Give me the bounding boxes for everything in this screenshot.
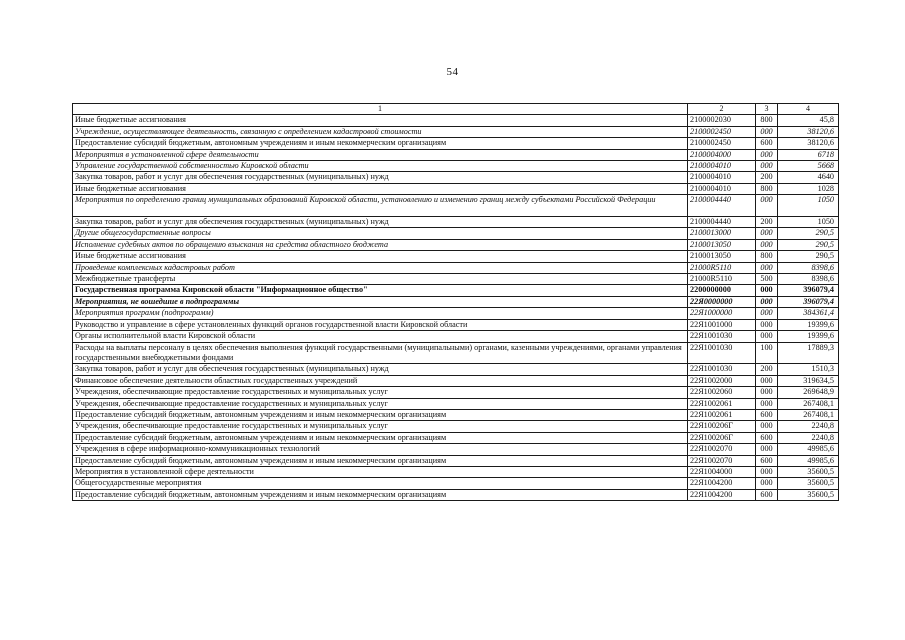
cell-name: Государственная программа Кировской области "Информационное общество" — [73, 285, 688, 296]
cell-code: 2100004010 — [688, 161, 756, 172]
cell-sum: 35600,5 — [778, 466, 839, 477]
table-row — [73, 364, 839, 375]
cell-code: 22Я1000000 — [688, 308, 756, 319]
cell-code: 21000R5110 — [688, 274, 756, 285]
table-row — [73, 161, 839, 172]
cell-sum: 1050 — [778, 195, 839, 217]
table-row — [73, 444, 839, 455]
table-row — [73, 466, 839, 477]
cell-sum: 6718 — [778, 149, 839, 160]
cell-name: Межбюджетные трансферты — [73, 274, 688, 285]
cell-name: Мероприятия по определению границ муниципальных образований Кировской области, установлению и изменению границ между субъектами Российской Федерации — [73, 195, 688, 217]
cell-type: 000 — [756, 228, 778, 239]
cell-code: 2100013000 — [688, 228, 756, 239]
cell-code: 22Я1002061 — [688, 398, 756, 409]
cell-sum: 1028 — [778, 183, 839, 194]
table-row — [73, 239, 839, 250]
cell-type: 800 — [756, 115, 778, 126]
cell-name: Учреждения, обеспечивающие предоставление государственных и муниципальных услуг — [73, 387, 688, 398]
header-row — [73, 104, 839, 115]
cell-sum: 290,5 — [778, 251, 839, 262]
cell-sum: 4640 — [778, 172, 839, 183]
cell-code: 2100004010 — [688, 183, 756, 194]
table-row — [73, 217, 839, 228]
cell-code: 21000R5110 — [688, 262, 756, 273]
table-row — [73, 478, 839, 489]
cell-code: 22Я1004000 — [688, 466, 756, 477]
cell-type: 000 — [756, 375, 778, 386]
cell-code: 22Я1001030 — [688, 331, 756, 342]
cell-code: 22Я100206Г — [688, 432, 756, 443]
cell-sum: 2240,8 — [778, 432, 839, 443]
cell-name: Предоставление субсидий бюджетным, автономным учреждениям и иным некоммерческим организациям — [73, 489, 688, 500]
table-row — [73, 274, 839, 285]
cell-name: Финансовое обеспечение деятельности областных государственных учреждений — [73, 375, 688, 386]
cell-code: 2100004010 — [688, 172, 756, 183]
cell-sum: 19399,6 — [778, 319, 839, 330]
cell-name: Предоставление субсидий бюджетным, автономным учреждениям и иным некоммерческим организациям — [73, 432, 688, 443]
table-row — [73, 251, 839, 262]
table-row — [73, 262, 839, 273]
cell-sum: 19399,6 — [778, 331, 839, 342]
cell-sum: 5668 — [778, 161, 839, 172]
budget-table — [72, 103, 839, 501]
table-row — [73, 138, 839, 149]
cell-sum: 38120,6 — [778, 126, 839, 137]
table-row — [73, 421, 839, 432]
cell-type: 200 — [756, 217, 778, 228]
cell-name: Иные бюджетные ассигнования — [73, 183, 688, 194]
cell-type: 000 — [756, 331, 778, 342]
cell-type: 100 — [756, 342, 778, 364]
cell-name: Иные бюджетные ассигнования — [73, 251, 688, 262]
table-row — [73, 149, 839, 160]
cell-code: 22Я1002061 — [688, 409, 756, 420]
cell-type: 000 — [756, 308, 778, 319]
cell-sum: 396079,4 — [778, 296, 839, 307]
cell-name: Управление государственной собственностью Кировской области — [73, 161, 688, 172]
cell-code: 22Я1002000 — [688, 375, 756, 386]
cell-name: Общегосударственные мероприятия — [73, 478, 688, 489]
cell-code: 22Я1004200 — [688, 489, 756, 500]
cell-sum: 35600,5 — [778, 489, 839, 500]
page-number: 54 — [446, 66, 459, 78]
cell-sum: 35600,5 — [778, 478, 839, 489]
cell-name: Предоставление субсидий бюджетным, автономным учреждениям и иным некоммерческим организациям — [73, 138, 688, 149]
table-row — [73, 296, 839, 307]
cell-name: Проведение комплексных кадастровых работ — [73, 262, 688, 273]
cell-type: 200 — [756, 364, 778, 375]
cell-name: Другие общегосударственные вопросы — [73, 228, 688, 239]
cell-code: 2100002030 — [688, 115, 756, 126]
cell-sum: 8398,6 — [778, 274, 839, 285]
table-row — [73, 398, 839, 409]
cell-sum: 17889,3 — [778, 342, 839, 364]
cell-name: Учреждения в сфере информационно-коммуникационных технологий — [73, 444, 688, 455]
cell-code: 22Я1002060 — [688, 387, 756, 398]
cell-code: 22Я0000000 — [688, 296, 756, 307]
cell-code: 2100002450 — [688, 126, 756, 137]
cell-sum: 290,5 — [778, 239, 839, 250]
cell-name: Мероприятия программ (подпрограмм) — [73, 308, 688, 319]
header-col-sum: 4 — [778, 104, 839, 115]
table-row — [73, 115, 839, 126]
cell-code: 22Я1004200 — [688, 478, 756, 489]
table-row — [73, 375, 839, 386]
cell-type: 000 — [756, 444, 778, 455]
cell-type: 800 — [756, 251, 778, 262]
table-row — [73, 409, 839, 420]
cell-sum: 49985,6 — [778, 444, 839, 455]
cell-name: Руководство и управление в сфере установленных функций органов государственной власти Кировской области — [73, 319, 688, 330]
cell-code: 22Я1002070 — [688, 444, 756, 455]
cell-sum: 384361,4 — [778, 308, 839, 319]
cell-sum: 319634,5 — [778, 375, 839, 386]
cell-name: Закупка товаров, работ и услуг для обеспечения государственных (муниципальных) нужд — [73, 364, 688, 375]
header-col-type: 3 — [756, 104, 778, 115]
cell-sum: 267408,1 — [778, 409, 839, 420]
cell-type: 600 — [756, 455, 778, 466]
cell-type: 000 — [756, 149, 778, 160]
cell-code: 2100004440 — [688, 195, 756, 217]
cell-type: 000 — [756, 421, 778, 432]
cell-name: Иные бюджетные ассигнования — [73, 115, 688, 126]
cell-type: 600 — [756, 409, 778, 420]
cell-name: Учреждение, осуществляющее деятельность, связанную с определением кадастровой стоимости — [73, 126, 688, 137]
cell-type: 000 — [756, 398, 778, 409]
cell-code: 22Я1001030 — [688, 342, 756, 364]
cell-sum: 49985,6 — [778, 455, 839, 466]
cell-name: Предоставление субсидий бюджетным, автономным учреждениям и иным некоммерческим организациям — [73, 409, 688, 420]
cell-type: 000 — [756, 466, 778, 477]
cell-code: 2200000000 — [688, 285, 756, 296]
table-row — [73, 432, 839, 443]
cell-name: Исполнение судебных актов по обращению взыскания на средства областного бюджета — [73, 239, 688, 250]
cell-code: 22Я1001000 — [688, 319, 756, 330]
cell-sum: 269648,9 — [778, 387, 839, 398]
cell-sum: 38120,6 — [778, 138, 839, 149]
table-row — [73, 126, 839, 137]
table-row — [73, 183, 839, 194]
cell-type: 000 — [756, 285, 778, 296]
cell-name: Учреждения, обеспечивающие предоставление государственных и муниципальных услуг — [73, 398, 688, 409]
cell-type: 600 — [756, 138, 778, 149]
cell-type: 200 — [756, 172, 778, 183]
cell-sum: 1510,3 — [778, 364, 839, 375]
cell-type: 000 — [756, 262, 778, 273]
cell-type: 600 — [756, 432, 778, 443]
cell-code: 2100013050 — [688, 239, 756, 250]
cell-type: 000 — [756, 296, 778, 307]
table-row — [73, 489, 839, 500]
cell-sum: 396079,4 — [778, 285, 839, 296]
cell-code: 2100004000 — [688, 149, 756, 160]
header-col-code: 2 — [688, 104, 756, 115]
cell-name: Мероприятия, не вошедшие в подпрограммы — [73, 296, 688, 307]
cell-type: 600 — [756, 489, 778, 500]
budget-table-body — [73, 104, 839, 501]
cell-sum: 267408,1 — [778, 398, 839, 409]
cell-type: 000 — [756, 126, 778, 137]
cell-sum: 2240,8 — [778, 421, 839, 432]
cell-name: Расходы на выплаты персоналу в целях обеспечения выполнения функций государственными (муниципальными) органами, казенными учреждениями, органами управления государственными внебюджетными фондами — [73, 342, 688, 364]
table-row — [73, 228, 839, 239]
cell-name: Закупка товаров, работ и услуг для обеспечения государственных (муниципальных) нужд — [73, 172, 688, 183]
cell-code: 2100002450 — [688, 138, 756, 149]
cell-type: 000 — [756, 161, 778, 172]
cell-name: Предоставление субсидий бюджетным, автономным учреждениям и иным некоммерческим организациям — [73, 455, 688, 466]
cell-sum: 290,5 — [778, 228, 839, 239]
table-row — [73, 455, 839, 466]
cell-name: Закупка товаров, работ и услуг для обеспечения государственных (муниципальных) нужд — [73, 217, 688, 228]
cell-type: 000 — [756, 387, 778, 398]
cell-code: 22Я100206Г — [688, 421, 756, 432]
cell-name: Органы исполнительной власти Кировской области — [73, 331, 688, 342]
cell-code: 22Я1001030 — [688, 364, 756, 375]
cell-code: 2100013050 — [688, 251, 756, 262]
table-row — [73, 387, 839, 398]
table-row — [73, 342, 839, 364]
cell-type: 000 — [756, 319, 778, 330]
header-col-name: 1 — [73, 104, 688, 115]
cell-type: 000 — [756, 195, 778, 217]
cell-type: 500 — [756, 274, 778, 285]
cell-sum: 1050 — [778, 217, 839, 228]
cell-code: 2100004440 — [688, 217, 756, 228]
cell-code: 22Я1002070 — [688, 455, 756, 466]
cell-name: Мероприятия в установленной сфере деятельности — [73, 149, 688, 160]
cell-type: 800 — [756, 183, 778, 194]
table-row — [73, 285, 839, 296]
table-row — [73, 308, 839, 319]
cell-sum: 8398,6 — [778, 262, 839, 273]
table-row — [73, 319, 839, 330]
cell-type: 000 — [756, 239, 778, 250]
cell-sum: 45,8 — [778, 115, 839, 126]
cell-name: Мероприятия в установленной сфере деятельности — [73, 466, 688, 477]
table-row — [73, 195, 839, 217]
cell-type: 000 — [756, 478, 778, 489]
table-row — [73, 331, 839, 342]
table-row — [73, 172, 839, 183]
cell-name: Учреждения, обеспечивающие предоставление государственных и муниципальных услуг — [73, 421, 688, 432]
